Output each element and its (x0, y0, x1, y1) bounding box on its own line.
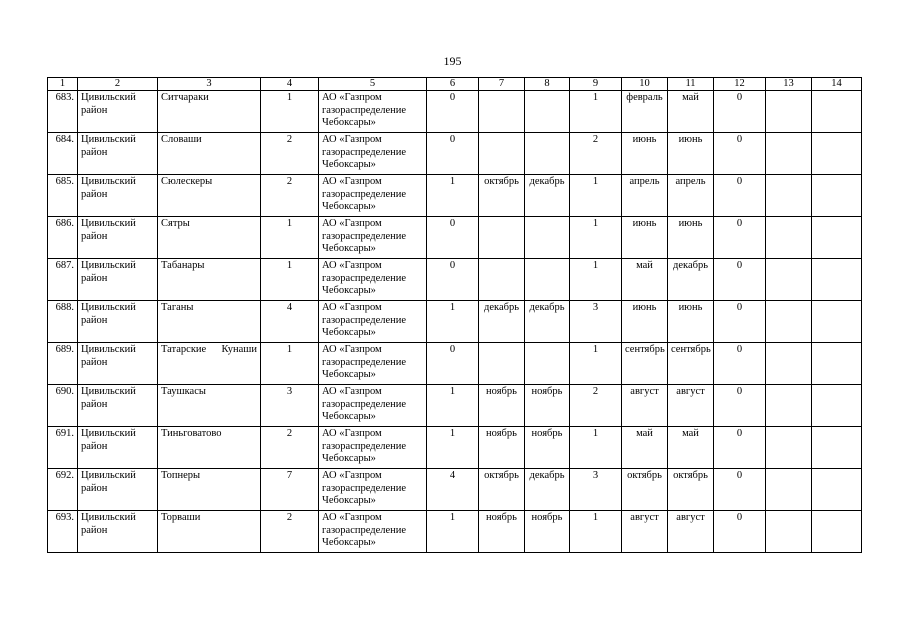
column-header: 8 (525, 78, 570, 91)
count-cell: 2 (261, 133, 319, 175)
header-row (48, 78, 862, 91)
col11-cell: декабрь (668, 259, 714, 301)
row-number-cell: 691. (48, 427, 78, 469)
col6-cell: 1 (427, 175, 479, 217)
count-cell: 1 (261, 91, 319, 133)
organization-cell: АО «Газпром газораспределение Чебоксары» (319, 133, 427, 175)
col6-cell: 0 (427, 343, 479, 385)
col7-cell (479, 343, 525, 385)
col8-cell (525, 91, 570, 133)
col9-cell: 1 (570, 91, 622, 133)
col7-cell (479, 91, 525, 133)
col13-cell (766, 91, 812, 133)
col12-cell: 0 (714, 133, 766, 175)
column-header: 12 (714, 78, 766, 91)
table-row (48, 343, 862, 385)
district-cell: Цивильский район (78, 259, 158, 301)
col7-cell (479, 217, 525, 259)
settlement-cell: Тиньговатово (158, 427, 261, 469)
column-header: 1 (48, 78, 78, 91)
col14-cell (812, 343, 862, 385)
col13-cell (766, 343, 812, 385)
table-row (48, 427, 862, 469)
col8-cell: ноябрь (525, 511, 570, 553)
col8-cell: ноябрь (525, 427, 570, 469)
col12-cell: 0 (714, 343, 766, 385)
col6-cell: 1 (427, 301, 479, 343)
col6-cell: 0 (427, 217, 479, 259)
col13-cell (766, 511, 812, 553)
district-cell: Цивильский район (78, 385, 158, 427)
organization-cell: АО «Газпром газораспределение Чебоксары» (319, 469, 427, 511)
col11-cell: апрель (668, 175, 714, 217)
col8-cell: декабрь (525, 469, 570, 511)
settlement-cell: Сятры (158, 217, 261, 259)
row-number-cell: 685. (48, 175, 78, 217)
row-number-cell: 686. (48, 217, 78, 259)
col7-cell (479, 259, 525, 301)
organization-cell: АО «Газпром газораспределение Чебоксары» (319, 217, 427, 259)
organization-cell: АО «Газпром газораспределение Чебоксары» (319, 427, 427, 469)
organization-cell: АО «Газпром газораспределение Чебоксары» (319, 259, 427, 301)
column-header: 4 (261, 78, 319, 91)
col11-cell: май (668, 427, 714, 469)
table-row (48, 91, 862, 133)
row-number-cell: 688. (48, 301, 78, 343)
col10-cell: август (622, 385, 668, 427)
district-cell: Цивильский район (78, 217, 158, 259)
col8-cell (525, 217, 570, 259)
col9-cell: 2 (570, 385, 622, 427)
district-cell: Цивильский район (78, 133, 158, 175)
table-row (48, 175, 862, 217)
col10-cell: июнь (622, 301, 668, 343)
col6-cell: 1 (427, 385, 479, 427)
col10-cell: май (622, 259, 668, 301)
col8-cell: декабрь (525, 175, 570, 217)
col11-cell: октябрь (668, 469, 714, 511)
district-cell: Цивильский район (78, 427, 158, 469)
row-number-cell: 687. (48, 259, 78, 301)
column-header: 5 (319, 78, 427, 91)
col9-cell: 3 (570, 469, 622, 511)
count-cell: 1 (261, 343, 319, 385)
row-number-cell: 693. (48, 511, 78, 553)
organization-cell: АО «Газпром газораспределение Чебоксары» (319, 301, 427, 343)
col12-cell: 0 (714, 511, 766, 553)
settlement-cell: Таушкасы (158, 385, 261, 427)
count-cell: 3 (261, 385, 319, 427)
col10-cell: август (622, 511, 668, 553)
column-header: 7 (479, 78, 525, 91)
col9-cell: 2 (570, 133, 622, 175)
col7-cell: октябрь (479, 175, 525, 217)
col12-cell: 0 (714, 259, 766, 301)
col6-cell: 1 (427, 427, 479, 469)
count-cell: 2 (261, 175, 319, 217)
count-cell: 4 (261, 301, 319, 343)
table-row (48, 511, 862, 553)
col14-cell (812, 301, 862, 343)
col7-cell: ноябрь (479, 511, 525, 553)
col14-cell (812, 217, 862, 259)
table-row (48, 301, 862, 343)
schedule-table (47, 77, 862, 553)
col10-cell: май (622, 427, 668, 469)
col14-cell (812, 175, 862, 217)
district-cell: Цивильский район (78, 469, 158, 511)
col11-cell: июнь (668, 217, 714, 259)
col7-cell (479, 133, 525, 175)
col13-cell (766, 469, 812, 511)
col10-cell: октябрь (622, 469, 668, 511)
col9-cell: 1 (570, 511, 622, 553)
organization-cell: АО «Газпром газораспределение Чебоксары» (319, 91, 427, 133)
col14-cell (812, 385, 862, 427)
row-number-cell: 684. (48, 133, 78, 175)
col6-cell: 0 (427, 133, 479, 175)
column-header: 9 (570, 78, 622, 91)
column-header: 14 (812, 78, 862, 91)
col13-cell (766, 217, 812, 259)
col6-cell: 0 (427, 259, 479, 301)
col11-cell: август (668, 511, 714, 553)
count-cell: 2 (261, 427, 319, 469)
col13-cell (766, 301, 812, 343)
col6-cell: 4 (427, 469, 479, 511)
col14-cell (812, 133, 862, 175)
col8-cell (525, 259, 570, 301)
column-header: 11 (668, 78, 714, 91)
col10-cell: апрель (622, 175, 668, 217)
col6-cell: 1 (427, 511, 479, 553)
col7-cell: ноябрь (479, 427, 525, 469)
col9-cell: 3 (570, 301, 622, 343)
col13-cell (766, 259, 812, 301)
column-header: 3 (158, 78, 261, 91)
col12-cell: 0 (714, 385, 766, 427)
row-number-cell: 683. (48, 91, 78, 133)
col7-cell: декабрь (479, 301, 525, 343)
district-cell: Цивильский район (78, 511, 158, 553)
col6-cell: 0 (427, 91, 479, 133)
col12-cell: 0 (714, 427, 766, 469)
col12-cell: 0 (714, 175, 766, 217)
organization-cell: АО «Газпром газораспределение Чебоксары» (319, 511, 427, 553)
col11-cell: август (668, 385, 714, 427)
column-header: 10 (622, 78, 668, 91)
col13-cell (766, 385, 812, 427)
district-cell: Цивильский район (78, 343, 158, 385)
settlement-cell: Таганы (158, 301, 261, 343)
settlement-cell: Словаши (158, 133, 261, 175)
col11-cell: сентябрь (668, 343, 714, 385)
settlement-cell: Табанары (158, 259, 261, 301)
col9-cell: 1 (570, 259, 622, 301)
col11-cell: июнь (668, 133, 714, 175)
table-row (48, 385, 862, 427)
settlement-cell: Татарские Кунаши (158, 343, 261, 385)
col13-cell (766, 133, 812, 175)
col10-cell: июнь (622, 133, 668, 175)
col14-cell (812, 427, 862, 469)
col7-cell: ноябрь (479, 385, 525, 427)
col14-cell (812, 91, 862, 133)
count-cell: 1 (261, 259, 319, 301)
column-header: 13 (766, 78, 812, 91)
organization-cell: АО «Газпром газораспределение Чебоксары» (319, 175, 427, 217)
col10-cell: сентябрь (622, 343, 668, 385)
col13-cell (766, 427, 812, 469)
col8-cell (525, 343, 570, 385)
count-cell: 7 (261, 469, 319, 511)
settlement-cell: Торваши (158, 511, 261, 553)
row-number-cell: 690. (48, 385, 78, 427)
column-header: 2 (78, 78, 158, 91)
col11-cell: май (668, 91, 714, 133)
row-number-cell: 689. (48, 343, 78, 385)
col8-cell: декабрь (525, 301, 570, 343)
col8-cell: ноябрь (525, 385, 570, 427)
col12-cell: 0 (714, 91, 766, 133)
col12-cell: 0 (714, 301, 766, 343)
col9-cell: 1 (570, 217, 622, 259)
settlement-cell: Топнеры (158, 469, 261, 511)
settlement-cell: Сюлескеры (158, 175, 261, 217)
col12-cell: 0 (714, 217, 766, 259)
col7-cell: октябрь (479, 469, 525, 511)
col14-cell (812, 259, 862, 301)
page-number: 195 (443, 54, 462, 68)
col14-cell (812, 469, 862, 511)
col9-cell: 1 (570, 175, 622, 217)
district-cell: Цивильский район (78, 91, 158, 133)
col14-cell (812, 511, 862, 553)
district-cell: Цивильский район (78, 301, 158, 343)
col9-cell: 1 (570, 343, 622, 385)
organization-cell: АО «Газпром газораспределение Чебоксары» (319, 343, 427, 385)
organization-cell: АО «Газпром газораспределение Чебоксары» (319, 385, 427, 427)
table-row (48, 133, 862, 175)
col13-cell (766, 175, 812, 217)
district-cell: Цивильский район (78, 175, 158, 217)
table-row (48, 259, 862, 301)
col11-cell: июнь (668, 301, 714, 343)
table-row (48, 217, 862, 259)
col10-cell: февраль (622, 91, 668, 133)
col10-cell: июнь (622, 217, 668, 259)
col12-cell: 0 (714, 469, 766, 511)
row-number-cell: 692. (48, 469, 78, 511)
col9-cell: 1 (570, 427, 622, 469)
table-row (48, 469, 862, 511)
col8-cell (525, 133, 570, 175)
settlement-cell: Ситчараки (158, 91, 261, 133)
column-header: 6 (427, 78, 479, 91)
count-cell: 1 (261, 217, 319, 259)
count-cell: 2 (261, 511, 319, 553)
